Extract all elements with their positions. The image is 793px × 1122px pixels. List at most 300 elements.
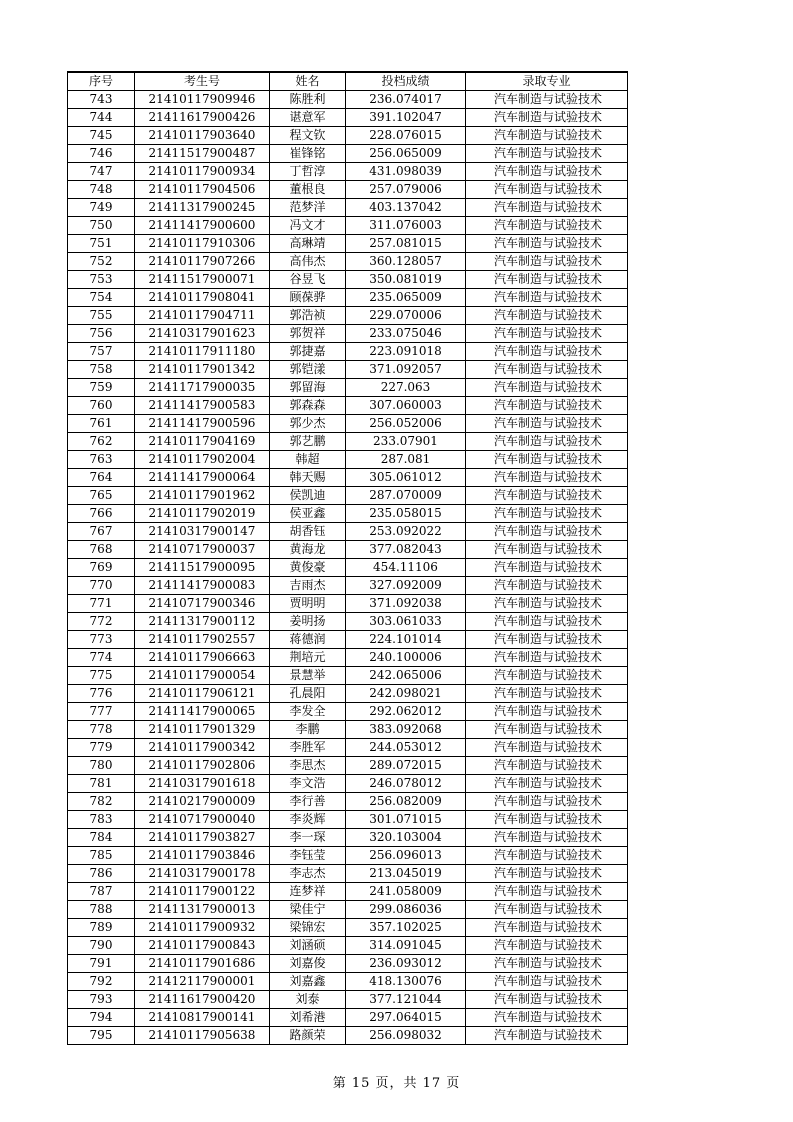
cell-major: 汽车制造与试验技术 [466, 703, 628, 721]
header-exam-id: 考生号 [135, 72, 270, 91]
cell-major: 汽车制造与试验技术 [466, 595, 628, 613]
cell-major: 汽车制造与试验技术 [466, 235, 628, 253]
cell-exam-id: 21410117900843 [135, 937, 270, 955]
cell-score: 224.101014 [346, 631, 466, 649]
table-row [68, 379, 628, 397]
cell-major: 汽车制造与试验技术 [466, 343, 628, 361]
cell-major: 汽车制造与试验技术 [466, 577, 628, 595]
cell-major: 汽车制造与试验技术 [466, 253, 628, 271]
cell-serial: 770 [68, 577, 135, 595]
cell-score: 377.082043 [346, 541, 466, 559]
cell-serial: 761 [68, 415, 135, 433]
cell-exam-id: 21412117900001 [135, 973, 270, 991]
cell-score: 233.075046 [346, 325, 466, 343]
cell-name: 郭铠漾 [270, 361, 346, 379]
cell-exam-id: 21410117900054 [135, 667, 270, 685]
table-row [68, 505, 628, 523]
cell-serial: 766 [68, 505, 135, 523]
cell-name: 贾明明 [270, 595, 346, 613]
cell-exam-id: 21410317900178 [135, 865, 270, 883]
cell-major: 汽车制造与试验技术 [466, 793, 628, 811]
cell-serial: 749 [68, 199, 135, 217]
cell-major: 汽车制造与试验技术 [466, 469, 628, 487]
cell-score: 213.045019 [346, 865, 466, 883]
cell-name: 郭艺鹏 [270, 433, 346, 451]
cell-exam-id: 21410117908041 [135, 289, 270, 307]
cell-exam-id: 21411417900583 [135, 397, 270, 415]
cell-exam-id: 21410717900037 [135, 541, 270, 559]
cell-score: 244.053012 [346, 739, 466, 757]
cell-exam-id: 21410117903846 [135, 847, 270, 865]
cell-exam-id: 21411417900083 [135, 577, 270, 595]
cell-score: 297.064015 [346, 1009, 466, 1027]
cell-name: 侯凯迪 [270, 487, 346, 505]
table-row [68, 649, 628, 667]
cell-major: 汽车制造与试验技术 [466, 181, 628, 199]
cell-exam-id: 21410117910306 [135, 235, 270, 253]
cell-serial: 773 [68, 631, 135, 649]
cell-score: 289.072015 [346, 757, 466, 775]
cell-name: 梁佳宁 [270, 901, 346, 919]
table-row [68, 253, 628, 271]
table-row [68, 199, 628, 217]
cell-name: 黄俊豪 [270, 559, 346, 577]
cell-major: 汽车制造与试验技术 [466, 649, 628, 667]
table-row [68, 757, 628, 775]
cell-serial: 746 [68, 145, 135, 163]
cell-serial: 744 [68, 109, 135, 127]
cell-major: 汽车制造与试验技术 [466, 541, 628, 559]
header-serial: 序号 [68, 72, 135, 91]
cell-name: 吉雨杰 [270, 577, 346, 595]
cell-score: 229.070006 [346, 307, 466, 325]
admission-table [67, 71, 628, 1045]
cell-score: 246.078012 [346, 775, 466, 793]
cell-name: 胡香钰 [270, 523, 346, 541]
cell-exam-id: 21410117903640 [135, 127, 270, 145]
cell-score: 307.060003 [346, 397, 466, 415]
cell-name: 郭捷嘉 [270, 343, 346, 361]
cell-name: 韩超 [270, 451, 346, 469]
cell-exam-id: 21410117907266 [135, 253, 270, 271]
cell-exam-id: 21410317901618 [135, 775, 270, 793]
cell-name: 刘嘉鑫 [270, 973, 346, 991]
cell-serial: 777 [68, 703, 135, 721]
cell-score: 371.092038 [346, 595, 466, 613]
cell-name: 程文钦 [270, 127, 346, 145]
table-row [68, 901, 628, 919]
cell-name: 韩天赐 [270, 469, 346, 487]
cell-major: 汽车制造与试验技术 [466, 973, 628, 991]
cell-exam-id: 21410117900932 [135, 919, 270, 937]
cell-serial: 795 [68, 1027, 135, 1045]
table-row [68, 991, 628, 1009]
cell-serial: 765 [68, 487, 135, 505]
cell-major: 汽车制造与试验技术 [466, 919, 628, 937]
table-row [68, 271, 628, 289]
cell-major: 汽车制造与试验技术 [466, 811, 628, 829]
cell-score: 311.076003 [346, 217, 466, 235]
table-row [68, 181, 628, 199]
cell-major: 汽车制造与试验技术 [466, 901, 628, 919]
cell-score: 253.092022 [346, 523, 466, 541]
cell-score: 350.081019 [346, 271, 466, 289]
cell-score: 256.098032 [346, 1027, 466, 1045]
cell-major: 汽车制造与试验技术 [466, 415, 628, 433]
cell-score: 236.074017 [346, 91, 466, 109]
cell-score: 299.086036 [346, 901, 466, 919]
cell-serial: 780 [68, 757, 135, 775]
cell-major: 汽车制造与试验技术 [466, 397, 628, 415]
cell-score: 256.052006 [346, 415, 466, 433]
cell-exam-id: 21411517900095 [135, 559, 270, 577]
table-row [68, 397, 628, 415]
cell-major: 汽车制造与试验技术 [466, 829, 628, 847]
cell-name: 梁锦宏 [270, 919, 346, 937]
cell-major: 汽车制造与试验技术 [466, 1027, 628, 1045]
table-row [68, 415, 628, 433]
cell-score: 240.100006 [346, 649, 466, 667]
table-row [68, 361, 628, 379]
cell-score: 235.065009 [346, 289, 466, 307]
cell-score: 257.079006 [346, 181, 466, 199]
table-row [68, 343, 628, 361]
cell-serial: 776 [68, 685, 135, 703]
cell-major: 汽车制造与试验技术 [466, 325, 628, 343]
cell-name: 荆培元 [270, 649, 346, 667]
table-row [68, 307, 628, 325]
cell-name: 郭贺祥 [270, 325, 346, 343]
cell-serial: 781 [68, 775, 135, 793]
cell-exam-id: 21411417900596 [135, 415, 270, 433]
cell-exam-id: 21410217900009 [135, 793, 270, 811]
cell-score: 314.091045 [346, 937, 466, 955]
cell-serial: 769 [68, 559, 135, 577]
cell-major: 汽车制造与试验技术 [466, 91, 628, 109]
cell-name: 黄海龙 [270, 541, 346, 559]
cell-serial: 756 [68, 325, 135, 343]
cell-major: 汽车制造与试验技术 [466, 847, 628, 865]
cell-name: 李志杰 [270, 865, 346, 883]
cell-exam-id: 21411417900064 [135, 469, 270, 487]
cell-name: 蒋德润 [270, 631, 346, 649]
cell-score: 223.091018 [346, 343, 466, 361]
table-row [68, 289, 628, 307]
cell-exam-id: 21410117901962 [135, 487, 270, 505]
cell-name: 李胜军 [270, 739, 346, 757]
cell-exam-id: 21410117901342 [135, 361, 270, 379]
table-row [68, 775, 628, 793]
cell-exam-id: 21410117904711 [135, 307, 270, 325]
cell-serial: 789 [68, 919, 135, 937]
cell-exam-id: 21411617900420 [135, 991, 270, 1009]
cell-serial: 767 [68, 523, 135, 541]
cell-major: 汽车制造与试验技术 [466, 271, 628, 289]
cell-serial: 772 [68, 613, 135, 631]
cell-serial: 759 [68, 379, 135, 397]
table-row [68, 667, 628, 685]
table-row [68, 217, 628, 235]
table-row [68, 847, 628, 865]
cell-serial: 748 [68, 181, 135, 199]
cell-exam-id: 21411317900013 [135, 901, 270, 919]
table-row [68, 685, 628, 703]
cell-exam-id: 21410717900040 [135, 811, 270, 829]
cell-score: 233.07901 [346, 433, 466, 451]
cell-score: 242.098021 [346, 685, 466, 703]
table-row [68, 451, 628, 469]
cell-score: 371.092057 [346, 361, 466, 379]
cell-serial: 778 [68, 721, 135, 739]
table-row [68, 1027, 628, 1045]
cell-serial: 758 [68, 361, 135, 379]
table-row [68, 631, 628, 649]
table-row [68, 811, 628, 829]
cell-score: 327.092009 [346, 577, 466, 595]
cell-score: 301.071015 [346, 811, 466, 829]
cell-score: 303.061033 [346, 613, 466, 631]
cell-score: 383.092068 [346, 721, 466, 739]
cell-name: 陈胜利 [270, 91, 346, 109]
cell-score: 403.137042 [346, 199, 466, 217]
cell-score: 228.076015 [346, 127, 466, 145]
table-row [68, 109, 628, 127]
cell-major: 汽车制造与试验技术 [466, 505, 628, 523]
cell-name: 李行善 [270, 793, 346, 811]
cell-name: 路颜荣 [270, 1027, 346, 1045]
table-row [68, 487, 628, 505]
cell-major: 汽车制造与试验技术 [466, 289, 628, 307]
cell-exam-id: 21410117902004 [135, 451, 270, 469]
cell-serial: 762 [68, 433, 135, 451]
cell-serial: 787 [68, 883, 135, 901]
cell-exam-id: 21411717900035 [135, 379, 270, 397]
cell-exam-id: 21411317900245 [135, 199, 270, 217]
cell-serial: 775 [68, 667, 135, 685]
cell-name: 高伟杰 [270, 253, 346, 271]
header-name: 姓名 [270, 72, 346, 91]
cell-name: 谷昱飞 [270, 271, 346, 289]
cell-score: 360.128057 [346, 253, 466, 271]
cell-exam-id: 21410117911180 [135, 343, 270, 361]
cell-name: 李鹏 [270, 721, 346, 739]
cell-exam-id: 21411317900112 [135, 613, 270, 631]
cell-serial: 751 [68, 235, 135, 253]
cell-score: 287.081 [346, 451, 466, 469]
cell-name: 李思杰 [270, 757, 346, 775]
table-row [68, 919, 628, 937]
table-row [68, 91, 628, 109]
cell-exam-id: 21411417900600 [135, 217, 270, 235]
cell-major: 汽车制造与试验技术 [466, 379, 628, 397]
cell-name: 谌意军 [270, 109, 346, 127]
cell-score: 242.065006 [346, 667, 466, 685]
cell-serial: 786 [68, 865, 135, 883]
cell-exam-id: 21410117901686 [135, 955, 270, 973]
cell-score: 236.093012 [346, 955, 466, 973]
cell-score: 320.103004 [346, 829, 466, 847]
table-row [68, 883, 628, 901]
table-row [68, 541, 628, 559]
cell-name: 崔锋铭 [270, 145, 346, 163]
cell-serial: 779 [68, 739, 135, 757]
cell-major: 汽车制造与试验技术 [466, 559, 628, 577]
cell-major: 汽车制造与试验技术 [466, 631, 628, 649]
cell-serial: 768 [68, 541, 135, 559]
table-row [68, 793, 628, 811]
table-row [68, 721, 628, 739]
cell-score: 418.130076 [346, 973, 466, 991]
cell-name: 郭森森 [270, 397, 346, 415]
cell-exam-id: 21411617900426 [135, 109, 270, 127]
table-row [68, 739, 628, 757]
cell-major: 汽车制造与试验技术 [466, 667, 628, 685]
cell-major: 汽车制造与试验技术 [466, 487, 628, 505]
header-score: 投档成绩 [346, 72, 466, 91]
cell-exam-id: 21411417900065 [135, 703, 270, 721]
cell-major: 汽车制造与试验技术 [466, 451, 628, 469]
cell-serial: 753 [68, 271, 135, 289]
header-major: 录取专业 [466, 72, 628, 91]
table-row [68, 469, 628, 487]
cell-name: 姜明扬 [270, 613, 346, 631]
header-row [68, 72, 628, 91]
cell-major: 汽车制造与试验技术 [466, 1009, 628, 1027]
cell-serial: 783 [68, 811, 135, 829]
cell-major: 汽车制造与试验技术 [466, 883, 628, 901]
cell-serial: 794 [68, 1009, 135, 1027]
cell-major: 汽车制造与试验技术 [466, 685, 628, 703]
table-row [68, 703, 628, 721]
cell-exam-id: 21411517900487 [135, 145, 270, 163]
page-footer: 第 15 页，共 17 页 [332, 1076, 461, 1091]
cell-major: 汽车制造与试验技术 [466, 307, 628, 325]
cell-serial: 760 [68, 397, 135, 415]
cell-name: 丁哲淳 [270, 163, 346, 181]
cell-major: 汽车制造与试验技术 [466, 937, 628, 955]
cell-score: 256.096013 [346, 847, 466, 865]
table-row [68, 937, 628, 955]
table-body [68, 91, 628, 1045]
cell-name: 孔晨阳 [270, 685, 346, 703]
cell-major: 汽车制造与试验技术 [466, 217, 628, 235]
cell-serial: 750 [68, 217, 135, 235]
cell-score: 357.102025 [346, 919, 466, 937]
cell-exam-id: 21410117902806 [135, 757, 270, 775]
cell-exam-id: 21410117906121 [135, 685, 270, 703]
cell-name: 李钰莹 [270, 847, 346, 865]
cell-serial: 771 [68, 595, 135, 613]
cell-name: 顾葆骅 [270, 289, 346, 307]
cell-major: 汽车制造与试验技术 [466, 739, 628, 757]
cell-serial: 785 [68, 847, 135, 865]
cell-score: 256.065009 [346, 145, 466, 163]
cell-serial: 791 [68, 955, 135, 973]
cell-exam-id: 21410117909946 [135, 91, 270, 109]
table-row [68, 613, 628, 631]
cell-serial: 764 [68, 469, 135, 487]
table-row [68, 955, 628, 973]
table-row [68, 973, 628, 991]
cell-score: 235.058015 [346, 505, 466, 523]
table-row [68, 595, 628, 613]
cell-name: 连梦祥 [270, 883, 346, 901]
cell-exam-id: 21410717900346 [135, 595, 270, 613]
cell-score: 431.098039 [346, 163, 466, 181]
cell-major: 汽车制造与试验技术 [466, 991, 628, 1009]
cell-exam-id: 21410117905638 [135, 1027, 270, 1045]
cell-score: 256.082009 [346, 793, 466, 811]
cell-exam-id: 21410117902019 [135, 505, 270, 523]
cell-score: 305.061012 [346, 469, 466, 487]
cell-name: 景慧举 [270, 667, 346, 685]
cell-name: 李文浩 [270, 775, 346, 793]
cell-major: 汽车制造与试验技术 [466, 955, 628, 973]
cell-name: 郭留海 [270, 379, 346, 397]
cell-score: 292.062012 [346, 703, 466, 721]
cell-serial: 745 [68, 127, 135, 145]
table-row [68, 523, 628, 541]
cell-score: 377.121044 [346, 991, 466, 1009]
cell-serial: 757 [68, 343, 135, 361]
table-row [68, 865, 628, 883]
cell-serial: 788 [68, 901, 135, 919]
cell-name: 范梦洋 [270, 199, 346, 217]
cell-serial: 763 [68, 451, 135, 469]
table-row [68, 577, 628, 595]
cell-serial: 790 [68, 937, 135, 955]
cell-name: 高琳靖 [270, 235, 346, 253]
cell-major: 汽车制造与试验技术 [466, 361, 628, 379]
cell-name: 冯文才 [270, 217, 346, 235]
cell-name: 郭少杰 [270, 415, 346, 433]
cell-name: 侯亚鑫 [270, 505, 346, 523]
cell-serial: 793 [68, 991, 135, 1009]
cell-exam-id: 21410817900141 [135, 1009, 270, 1027]
cell-major: 汽车制造与试验技术 [466, 199, 628, 217]
cell-serial: 747 [68, 163, 135, 181]
cell-name: 刘泰 [270, 991, 346, 1009]
cell-major: 汽车制造与试验技术 [466, 163, 628, 181]
cell-exam-id: 21410117902557 [135, 631, 270, 649]
cell-name: 郭浩祯 [270, 307, 346, 325]
cell-score: 257.081015 [346, 235, 466, 253]
cell-exam-id: 21410117906663 [135, 649, 270, 667]
cell-major: 汽车制造与试验技术 [466, 613, 628, 631]
cell-major: 汽车制造与试验技术 [466, 523, 628, 541]
cell-major: 汽车制造与试验技术 [466, 127, 628, 145]
cell-serial: 782 [68, 793, 135, 811]
cell-major: 汽车制造与试验技术 [466, 757, 628, 775]
cell-major: 汽车制造与试验技术 [466, 775, 628, 793]
table-row [68, 145, 628, 163]
cell-name: 董根良 [270, 181, 346, 199]
cell-serial: 754 [68, 289, 135, 307]
cell-exam-id: 21410317900147 [135, 523, 270, 541]
table-row [68, 433, 628, 451]
cell-major: 汽车制造与试验技术 [466, 145, 628, 163]
cell-name: 刘嘉俊 [270, 955, 346, 973]
cell-exam-id: 21410117901329 [135, 721, 270, 739]
cell-exam-id: 21410117903827 [135, 829, 270, 847]
cell-serial: 755 [68, 307, 135, 325]
table-row [68, 1009, 628, 1027]
cell-exam-id: 21410117904506 [135, 181, 270, 199]
cell-exam-id: 21410117900342 [135, 739, 270, 757]
cell-serial: 743 [68, 91, 135, 109]
table-row [68, 235, 628, 253]
cell-exam-id: 21411517900071 [135, 271, 270, 289]
